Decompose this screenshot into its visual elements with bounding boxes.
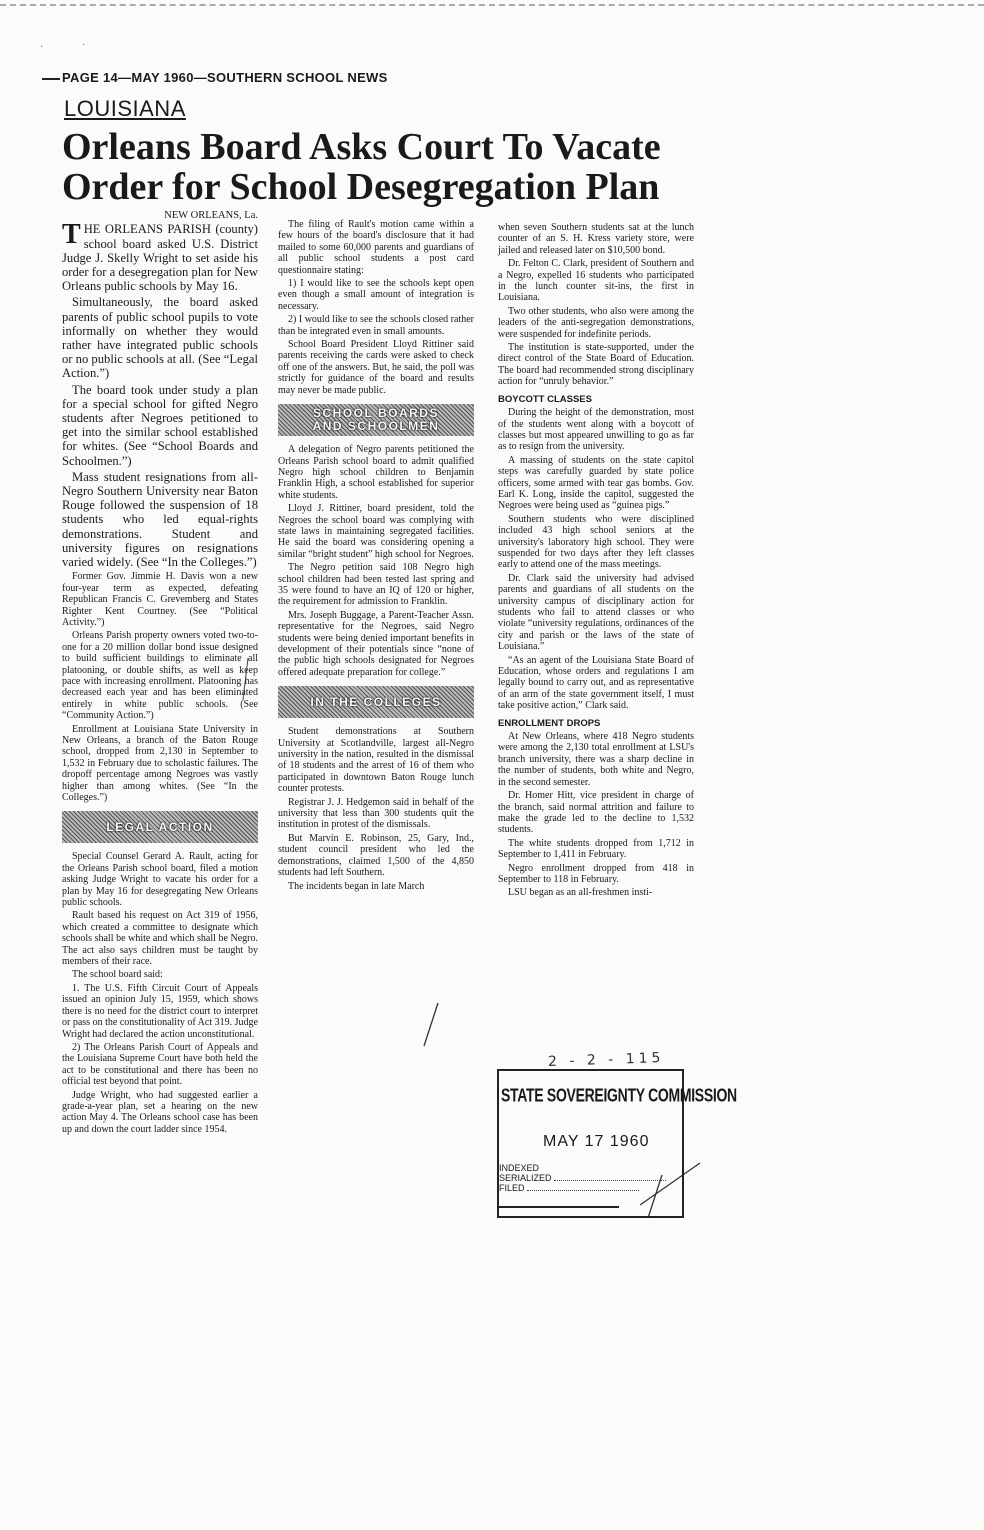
paragraph: The Negro petition said 108 Negro high school children had been tested last spring and 35 were found to have an IQ of 120 or higher, the requirement for admission to Franklin. bbox=[278, 562, 474, 608]
margin-mark bbox=[243, 658, 248, 700]
headline-line-1: Orleans Board Asks Court To Vacate bbox=[62, 126, 661, 168]
lead-text: (county) school board asked U.S. District Judge J. Skelly Wright to set aside his order for a desegregation plan for New Orleans public schools by May 16. bbox=[62, 222, 258, 294]
section-state: LOUISIANA bbox=[64, 96, 186, 121]
paragraph: Dr. Felton C. Clark, president of Southern and a Negro, expelled 16 students who participated in the lunch counter sit-ins, the first in Louisiana. bbox=[498, 258, 694, 304]
stamp-field-label: INDEXED bbox=[499, 1163, 540, 1173]
paragraph: The institution is state-supported, under the direct control of the State Board of Education. The board had recommended strong disciplinary action for “unruly behavior.” bbox=[498, 342, 694, 388]
scan-speck: · bbox=[82, 40, 86, 51]
paragraph: The filing of Rault's motion came within a few hours of the board's disclosure that it had mailed to some 60,000 parents and guardians of all public school students a post card questionnaire stating: bbox=[278, 219, 474, 276]
page-header-text: PAGE 14—MAY 1960—SOUTHERN SCHOOL NEWS bbox=[62, 70, 388, 85]
paragraph: Dr. Homer Hitt, vice president in charge of the branch, said normal attrition and failure to make the grade led to the decline to 1,532 students. bbox=[498, 790, 694, 836]
paragraph: Two other students, who also were among the leaders of the anti-segregation demonstrations, were suspended for indefinite periods. bbox=[498, 305, 694, 340]
paragraph: Lloyd J. Rittiner, board president, told the Negroes the school board was complying with state laws in maintaining segregated facilities. He said the board was considering opening a similar “bright student” high school for Negroes. bbox=[278, 503, 474, 560]
stamp-field-indexed bbox=[499, 1163, 666, 1173]
dateline: NEW ORLEANS, La. bbox=[164, 210, 258, 221]
paragraph: Mass student resignations from all-Negro Southern University near Baton Rouge followed the suspension of 18 students who led equal-rights demonstrations. Student and university figures on resignations varied widely. (See “In the Colleges.”) bbox=[62, 469, 258, 570]
paragraph: “As an agent of the Louisiana State Board of Education, whose orders and regulations I am legally bound to carry out, and as representative of an arm of the state government itself, I must take positive action,” Clark said. bbox=[498, 654, 694, 712]
banner-label: IN THE COLLEGES bbox=[310, 694, 442, 709]
lead-smallcaps: HE ORLEANS PARISH bbox=[83, 222, 211, 237]
stamp-fields bbox=[499, 1163, 666, 1193]
paragraph: A massing of students on the state capitol steps was carefully guarded by state police officers, some armed with tear gas bombs. Gov. Earl K. Long, inside the capitol, suggested the Negroes were being used as “guinea pigs.” bbox=[498, 454, 694, 512]
paragraph: The incidents began in late March bbox=[288, 880, 425, 892]
scan-speck: · bbox=[40, 42, 44, 53]
stamp-field-line bbox=[527, 1190, 639, 1191]
stamp-date: MAY 17 1960 bbox=[543, 1133, 650, 1150]
paragraph: Former Gov. Jimmie H. Davis won a new four-year term as expected, defeating Republican Francis C. Grevemberg and States Righter Kent Courtney. (See “Political Activity.”) bbox=[62, 571, 258, 628]
banner-label-line-1: SCHOOL BOARDS bbox=[313, 406, 439, 421]
paragraph: Judge Wright, who had suggested earlier a grade-a-year plan, set a hearing on the new action May 4. The Orleans school case has been up and down the court ladder since 1954. bbox=[62, 1089, 258, 1135]
banner-label-line-2: AND SCHOOLMEN bbox=[312, 419, 440, 434]
stamp-field-filed bbox=[499, 1183, 666, 1193]
stamp-agency: STATE SOVEREIGNTY COMMISSION bbox=[501, 1084, 737, 1106]
banner-label: LEGAL ACTION bbox=[106, 819, 214, 834]
handwritten-file-number: 2 - 2 - 115 bbox=[547, 1049, 665, 1071]
stamp-field-serialized bbox=[499, 1173, 666, 1183]
paragraph: But Marvin E. Robinson, 25, Gary, Ind., student council president who led the demonstrations, claimed 1,500 of the 4,850 students had left Southern. bbox=[278, 832, 474, 879]
pen-stroke-mark bbox=[424, 1003, 438, 1046]
stamp-field-label: FILED bbox=[499, 1183, 525, 1193]
paragraph: During the height of the demonstration, most of the students went along with a boycott of classes but most appeared unwilling to go as far as to resign from the university. bbox=[498, 407, 694, 453]
paragraph: Simultaneously, the board asked parents of public school pupils to vote informally on whether they would rather have integrated public schools or no public schools at all. (See “Legal Action.”) bbox=[62, 295, 258, 381]
paragraph: 2) I would like to see the schools closed rather than be integrated even in small amounts. bbox=[278, 314, 474, 337]
paragraph: 1) I would like to see the schools kept open even though a small amount of integration is necessary. bbox=[278, 278, 474, 312]
paragraph: Registrar J. J. Hedgemon said in behalf of the university that less than 300 students quit the institution in protest of the dismissals. bbox=[278, 796, 474, 831]
paragraph: when seven Southern students sat at the lunch counter of an S. H. Kress variety store, were jailed and released later on $10,500 bond. bbox=[498, 222, 694, 256]
paragraph: A delegation of Negro parents petitioned the Orleans Parish school board to admit qualified Negro high school children to Benjamin Franklin High, a school established for superior white students. bbox=[278, 444, 474, 501]
drop-cap: T bbox=[62, 219, 81, 251]
paragraph: 2) The Orleans Parish Court of Appeals and the Louisiana Supreme Court have both held the act to be constitutional and there has been no official test beyond that point. bbox=[62, 1041, 258, 1088]
subheading-boycott: BOYCOTT CLASSES bbox=[498, 393, 592, 405]
stamp-field-line bbox=[554, 1180, 666, 1181]
paragraph: Orleans Parish property owners voted two-to-one for a 20 million dollar bond issue designed to build sufficient buildings to eliminate all platooning, or double shifts, as well as keep pace with increasing enrollment. Platooning has decreased each year and has been eliminated entirely in white public schools. (See “Community Action.”) bbox=[62, 630, 258, 722]
paragraph: At New Orleans, where 418 Negro students were among the 2,130 total enrollment at LSU's branch university, there was a sharp decline in the number of students, both white and Negro, in the second semester. bbox=[498, 731, 694, 788]
stamp-rule bbox=[499, 1206, 619, 1208]
paragraph: 1. The U.S. Fifth Circuit Court of Appeals issued an opinion July 15, 1959, which shows there is no need for the district court to interpret or pass on the constitutionality of Act 319. Judge Wright had declared the action unconstitutional. bbox=[62, 982, 258, 1040]
subheading-enrollment: ENROLLMENT DROPS bbox=[498, 717, 601, 729]
paragraph: Rault based his request on Act 319 of 1956, which created a committee to designate which schools shall be white and which shall be Negro. The act also says children must be taught by members of their race. bbox=[62, 910, 258, 968]
paragraph: Mrs. Joseph Buggage, a Parent-Teacher Assn. representative for the Negroes, said Negro students were being denied important benefits in development of their potentials since “none of the public high schools designated for Negroes offered adequate preparation for college.” bbox=[278, 609, 474, 678]
paragraph: The board took under study a plan for a special school for gifted Negro students after Negroes petitioned to get into the similar school established for whites. (See “School Boards and Schoolmen.”) bbox=[62, 382, 258, 468]
paragraph: Student demonstrations at Southern University at Scotlandville, largest all-Negro university in the nation, resulted in the dismissal of 18 students and the arrest of 16 of them who participated in downtown Baton Rouge lunch counter protests. bbox=[278, 726, 474, 795]
paragraph: School Board President Lloyd Rittiner said parents receiving the cards were asked to check off one of the answers. But, he said, the poll was strictly for guidance of the board and results may never be made public. bbox=[278, 339, 474, 396]
paragraph: Negro enrollment dropped from 418 in September to 118 in February. bbox=[498, 862, 694, 885]
paragraph: Enrollment at Louisiana State University in New Orleans, a branch of the Baton Rouge school, dropped from 2,130 in September to 1,532 in February due to scholastic failures. The dropoff percentage among Negroes was vastly higher than among whites. (See “In the Colleges.”) bbox=[62, 723, 258, 803]
paragraph: The white students dropped from 1,712 in September to 1,411 in February. bbox=[498, 837, 694, 861]
paragraph: Southern students who were disciplined included 43 high school seniors at the university's laboratory high school. They were suspended for two days after they left classes early to attend one of the mass meetings. bbox=[498, 513, 694, 571]
commission-stamp bbox=[497, 1069, 737, 1218]
paragraph: Dr. Clark said the university had advised parents and guardians of all students on the university campus of disciplinary action for students who fail to attend classes or who violate “university regulations, ordinances of the city and parish or the laws of the state of Louisiana.” bbox=[498, 572, 694, 653]
paragraph: The school board said: bbox=[72, 969, 163, 981]
stamp-field-label: SERIALIZED bbox=[499, 1173, 552, 1183]
headline-line-2: Order for School Desegregation Plan bbox=[62, 166, 660, 208]
paragraph: LSU began as an all-freshmen insti- bbox=[508, 887, 653, 899]
paragraph: Special Counsel Gerard A. Rault, acting for the Orleans Parish school board, filed a motion asking Judge Wright to vacate his order for a plan by May 16 for desegregating New Orleans public schools. bbox=[62, 851, 258, 909]
